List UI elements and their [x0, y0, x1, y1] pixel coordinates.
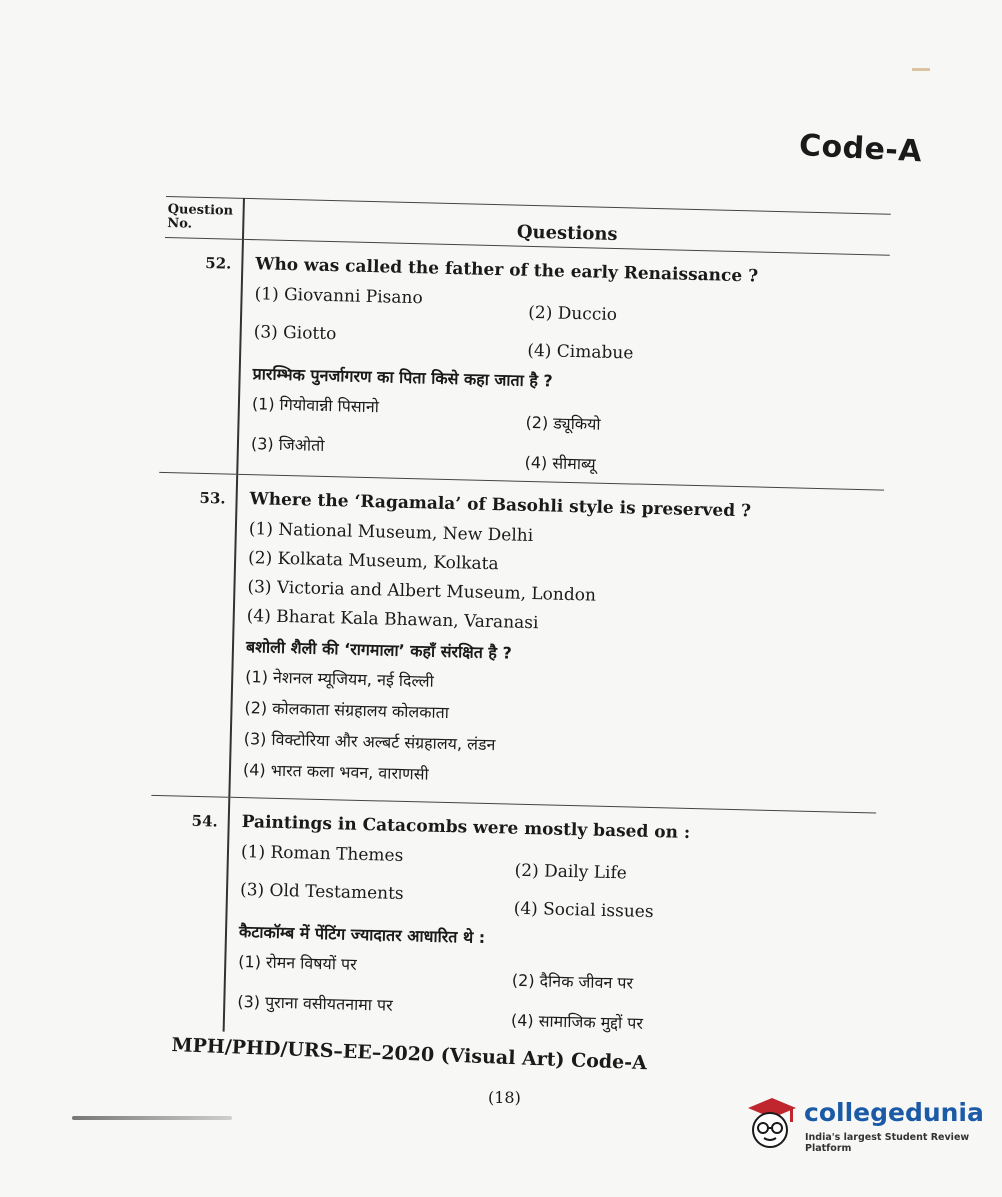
question-row	[151, 472, 884, 813]
options-hi	[237, 950, 873, 1039]
option: (2) ड्यूकियो	[525, 412, 601, 434]
question-number: 52.	[205, 253, 232, 273]
page-number: (18)	[488, 1088, 521, 1107]
options-en	[247, 519, 883, 641]
watermark-logo	[742, 1092, 982, 1152]
question-text-en: Where the ‘Ragamala’ of Basohli style is preserved ?	[249, 489, 752, 522]
question-text-en: Paintings in Catacombs were mostly based on :	[241, 812, 691, 843]
question-text-hi: प्रारम्भिक पुनर्जागरण का पिता किसे कहा जाता है ?	[252, 364, 553, 391]
option: (1) रोमन विषयों पर	[238, 951, 357, 974]
option: (3) Old Testaments	[239, 880, 404, 905]
header-questions: Questions	[243, 198, 891, 255]
option: (4) भारत कला भवन, वाराणसी	[242, 760, 429, 784]
option: (2) Duccio	[528, 302, 618, 326]
option: (3) विक्टोरिया और अल्बर्ट संग्रहालय, लंडन	[243, 729, 496, 755]
option: (1) National Museum, New Delhi	[248, 519, 534, 547]
question-number: 54.	[191, 811, 218, 831]
options-hi	[250, 392, 886, 481]
question-sheet	[146, 196, 896, 1048]
graduate-face-icon	[742, 1092, 800, 1152]
option: (1) गियोवान्नी पिसानो	[251, 394, 380, 417]
options-en	[253, 284, 889, 369]
option: (4) Bharat Kala Bhawan, Varanasi	[246, 606, 539, 634]
question-text-en: Who was called the father of the early Renaissance ?	[255, 254, 759, 287]
option: (3) पुराना वसीयतनामा पर	[237, 991, 393, 1015]
brand-name: collegedunia	[804, 1098, 984, 1127]
question-cell	[237, 239, 890, 490]
questions-table	[146, 196, 891, 1047]
question-cell	[229, 474, 884, 813]
option: (2) Kolkata Museum, Kolkata	[247, 548, 499, 575]
question-cell	[224, 797, 877, 1047]
option: (1) नेशनल म्यूजियम, नई दिल्ली	[245, 667, 434, 691]
question-row	[159, 237, 890, 490]
question-number: 53.	[199, 488, 226, 508]
option: (4) सामाजिक मुद्दों पर	[510, 1010, 644, 1033]
option: (3) Victoria and Albert Museum, London	[247, 577, 597, 606]
brand-tagline: India's largest Student Review Platform	[805, 1132, 970, 1154]
page-edge-shadow	[72, 1116, 232, 1120]
question-row	[146, 795, 877, 1047]
footer-code-line: MPH/PHD/URS–EE–2020 (Visual Art) Code-A	[171, 1034, 648, 1075]
paper-code: Code-A	[798, 128, 923, 170]
question-text-hi: कैटाकॉम्ब में पेंटिंग ज्यादातर आधारित थे :	[238, 922, 486, 948]
option: (2) Daily Life	[514, 860, 628, 884]
option: (3) Giotto	[253, 322, 337, 345]
option: (3) जिओतो	[250, 434, 325, 455]
question-text-hi: बशोली शैली की ‘रागमाला’ कहाँ संरक्षित है ?	[245, 637, 512, 663]
option: (2) कोलकाता संग्रहालय कोलकाता	[244, 698, 450, 723]
options-en	[240, 842, 876, 927]
options-hi	[243, 665, 880, 795]
option: (4) Social issues	[513, 898, 654, 923]
option: (4) Cimabue	[527, 340, 634, 364]
ink-speck	[912, 68, 930, 71]
option: (1) Giovanni Pisano	[254, 284, 423, 309]
option: (1) Roman Themes	[240, 842, 404, 866]
option: (4) सीमाब्यू	[524, 452, 596, 474]
header-question-no: Question No.	[165, 196, 244, 239]
option: (2) दैनिक जीवन पर	[511, 970, 634, 993]
